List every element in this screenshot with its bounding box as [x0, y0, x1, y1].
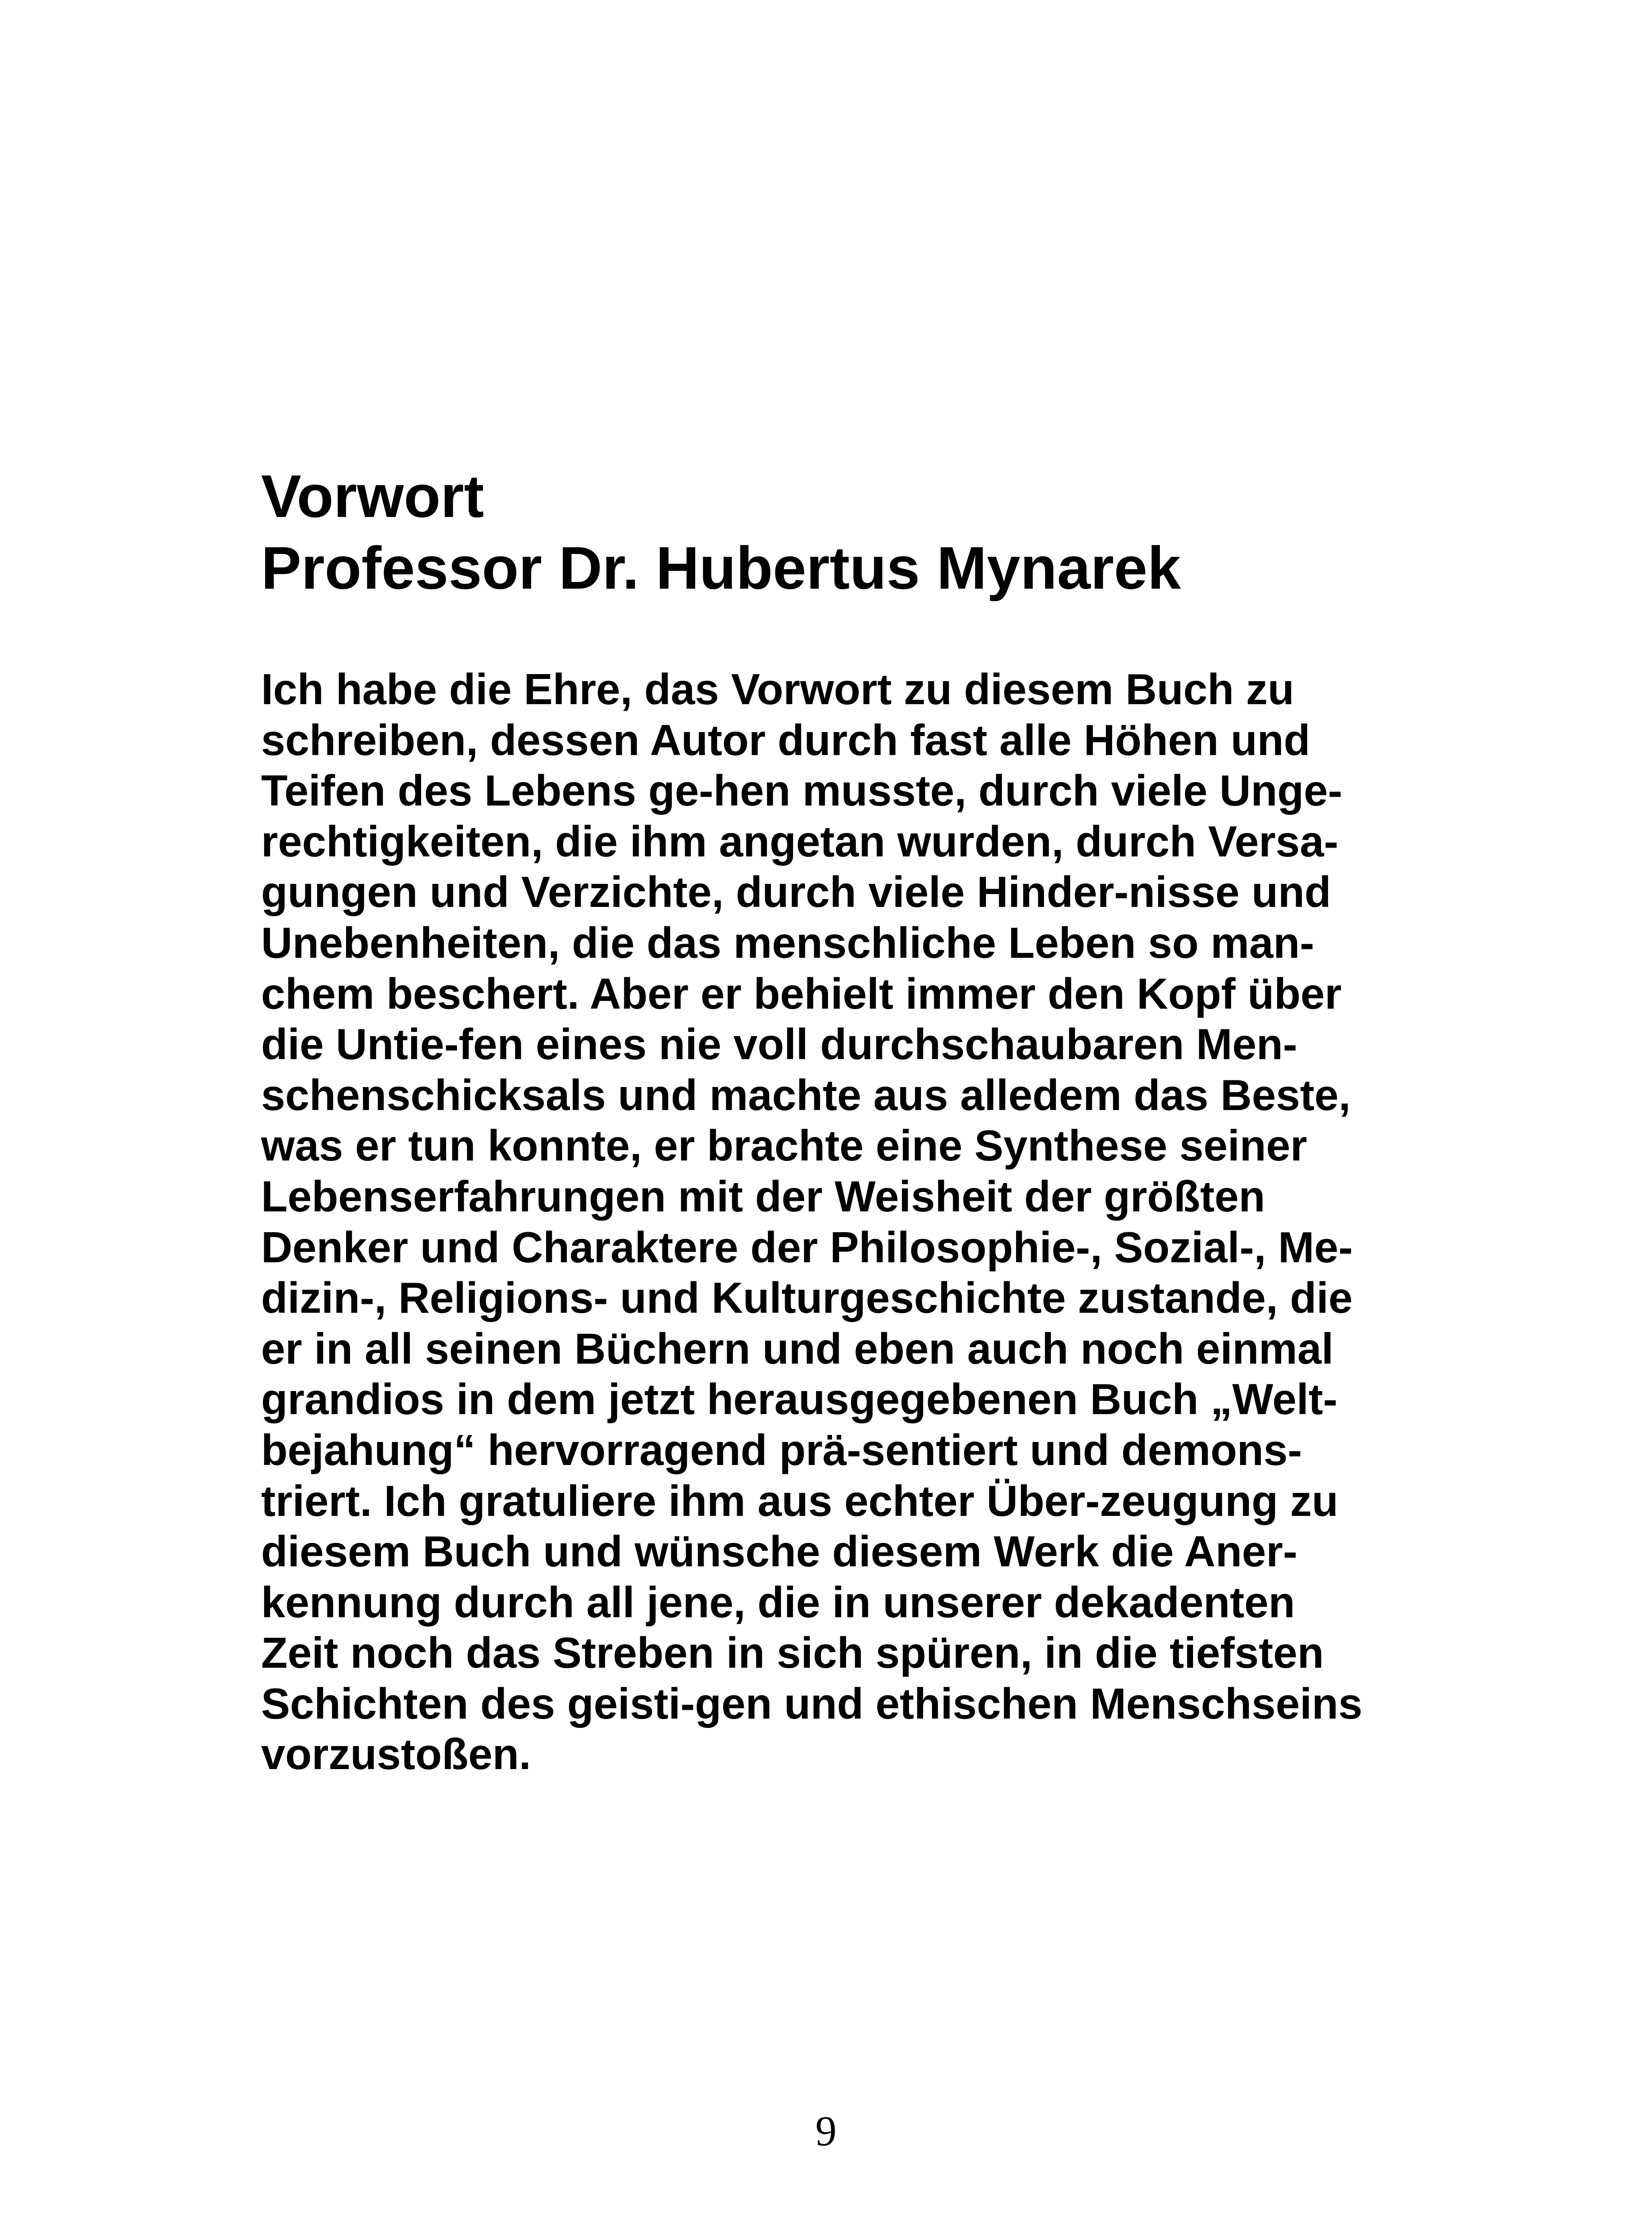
- text-line: er in all seinen Büchern und eben auch noch einmal: [261, 1324, 1334, 1373]
- foreword-paragraph: [261, 664, 1363, 1780]
- text-line: Denker und Charaktere der Philosophie-, Sozial-, Me-: [261, 1222, 1353, 1272]
- text-line: chem beschert. Aber er behielt immer den Kopf über: [261, 969, 1342, 1018]
- text-line: was er tun konnte, er brachte eine Synthese seiner: [261, 1121, 1307, 1170]
- text-line: rechtigkeiten, die ihm angetan wurden, durch Versa-: [261, 817, 1339, 866]
- text-line: Ich habe die Ehre, das Vorwort zu diesem Buch zu: [261, 665, 1294, 713]
- text-line: grandios in dem jetzt herausgegebenen Buch „Welt-: [261, 1375, 1338, 1424]
- text-line: bejahung“ hervorragend prä-sentiert und demons-: [261, 1425, 1302, 1474]
- text-line: dizin-, Religions- und Kulturgeschichte zustande, die: [261, 1273, 1353, 1322]
- text-line: kennung durch all jene, die in unserer dekadenten: [261, 1577, 1295, 1627]
- text-line: Unebenheiten, die das menschliche Leben so man-: [261, 918, 1314, 967]
- text-line: schreiben, dessen Autor durch fast alle Höhen und: [261, 715, 1310, 764]
- heading-title: Vorwort: [261, 463, 484, 530]
- page-heading: [261, 460, 1181, 604]
- text-line: Schichten des geisti-gen und ethischen Menschseins: [261, 1679, 1363, 1728]
- text-line: Zeit noch das Streben in sich spüren, in die tiefsten: [261, 1628, 1324, 1677]
- text-line: schenschicksals und machte aus alledem das Beste,: [261, 1070, 1351, 1119]
- text-line: Lebenserfahrungen mit der Weisheit der größten: [261, 1172, 1265, 1221]
- text-line: die Untie-fen eines nie voll durchschaubaren Men-: [261, 1020, 1298, 1069]
- text-line: vorzustoßen.: [261, 1730, 531, 1779]
- text-line: diesem Buch und wünsche diesem Werk die Aner-: [261, 1527, 1298, 1576]
- text-line: Teifen des Lebens ge-hen musste, durch viele Unge-: [261, 766, 1343, 815]
- heading-author: Professor Dr. Hubertus Mynarek: [261, 534, 1181, 601]
- text-line: triert. Ich gratuliere ihm aus echter Über-zeugung zu: [261, 1476, 1339, 1525]
- page-number: 9: [815, 2107, 837, 2155]
- text-line: gungen und Verzichte, durch viele Hinder-nisse und: [261, 867, 1331, 917]
